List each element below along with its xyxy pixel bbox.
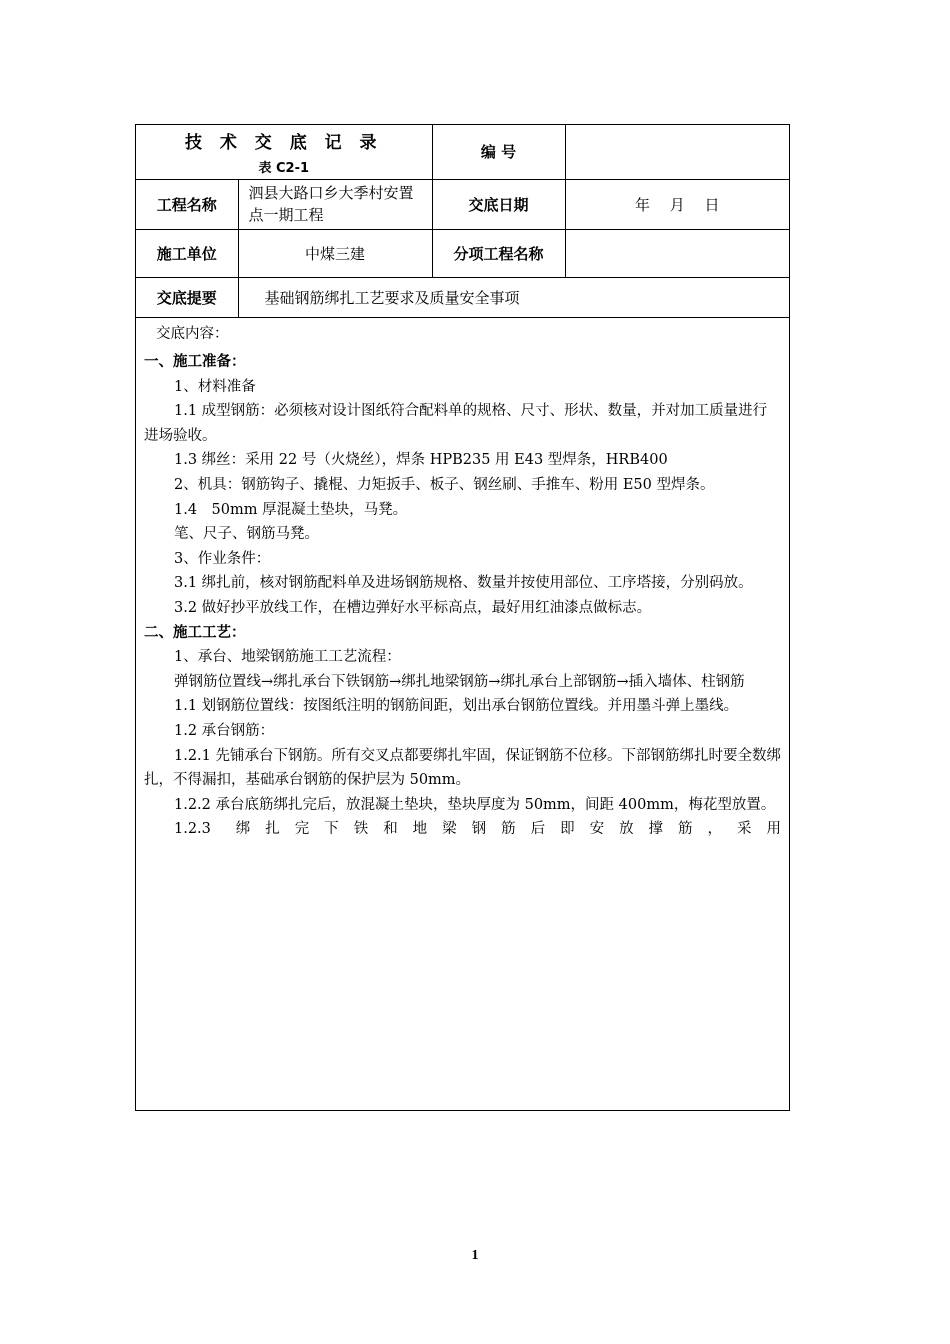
date-value: 年 月 日 [565,179,789,229]
content-intro: 交底内容： [156,325,229,342]
subitem-value [565,229,789,277]
content-line: 1.2.1 先铺承台下钢筋。所有交叉点都要绑扎牢固，保证钢筋不位移。下部钢筋绑扎时要全数绑扎，不得漏扣，基础承台钢筋的保护层为 50mm。 [144,747,781,789]
number-value [565,125,789,179]
page-number: 1 [471,1248,479,1263]
content-line: 1.2 承台钢筋： [174,723,275,739]
project-name-label: 工程名称 [136,179,238,229]
form-title-cell [136,125,432,179]
content-line: 1.1 划钢筋位置线：按图纸注明的钢筋间距，划出承台钢筋位置线。并用墨斗弹上墨线。 [174,698,739,715]
disclosure-content [136,318,789,842]
construction-unit-value: 中煤三建 [238,229,432,277]
form-header-table [136,125,789,318]
content-line: 3、作业条件： [174,550,271,567]
construction-unit-label: 施工单位 [136,229,238,277]
section-heading: 一、施工准备： [144,354,246,371]
project-name-value: 泗县大路口乡大季村安置点一期工程 [238,179,432,229]
summary-label: 交底提要 [136,277,238,317]
content-line: 1.2.2 承台底筋绑扎完后，放混凝土垫块，垫块厚度为 50mm，间距 400mm，梅花型放置。 [174,796,776,813]
technical-disclosure-form [135,124,790,1111]
content-line: 3.1 绑扎前，核对钢筋配料单及进场钢筋规格、数量并按使用部位、工序塔接，分别码放。 [174,575,753,592]
content-line: 弹钢筋位置线→绑扎承台下铁钢筋→绑扎地梁钢筋→绑扎承台上部钢筋→插入墙体、柱钢筋 [174,673,745,690]
content-line: 1.2.3 绑 扎 完 下 铁 和 地 梁 钢 筋 后 即 安 放 撑 筋 ， 采 用 [174,821,781,838]
content-line: 2、机具：钢筋钩子、撬棍、力矩扳手、板子、钢丝刷、手推车、粉用 E50 型焊条。 [174,477,715,494]
content-line: 1.1 成型钢筋：必须核对设计图纸符合配料单的规格、尺寸、形状、数量，并对加工质量进行进场验收。 [144,403,768,444]
content-line: 笔、尺子、钢筋马凳。 [174,526,319,543]
form-title: 技 术 交 底 记 录 [184,132,383,153]
date-label: 交底日期 [432,179,565,229]
form-number: 表 C2-1 [258,160,310,176]
content-line: 1.4 50mm 厚混凝土垫块，马凳。 [174,501,408,518]
content-line: 1.3 绑丝：采用 22 号（火烧丝），焊条 HPB235 用 E43 型焊条，HRB400 [174,452,668,469]
number-label: 编 号 [432,125,565,179]
content-line: 1、承台、地梁钢筋施工工艺流程： [174,649,401,666]
content-line: 1、材料准备 [174,378,256,395]
section-heading: 二、施工工艺： [144,624,246,641]
content-line: 3.2 做好抄平放线工作，在槽边弹好水平标高点，最好用红油漆点做标志。 [174,600,652,617]
subitem-label: 分项工程名称 [432,229,565,277]
summary-value: 基础钢筋绑扎工艺要求及质量安全事项 [238,277,789,317]
